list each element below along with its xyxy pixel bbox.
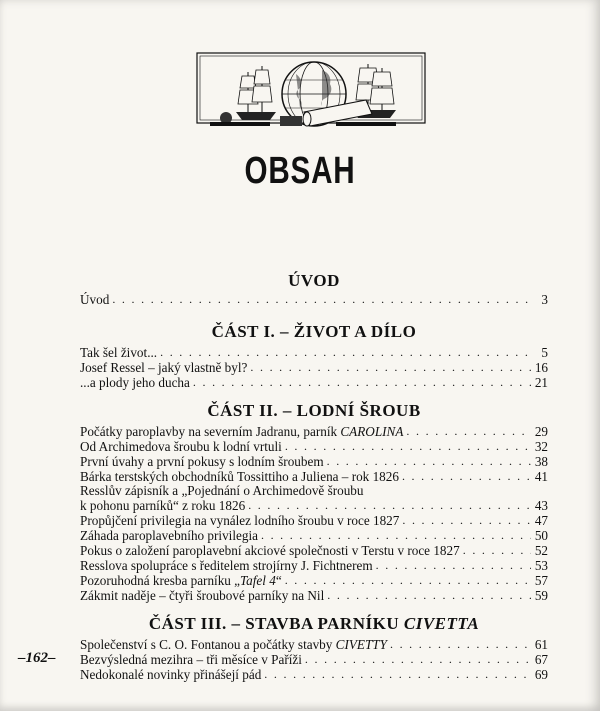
toc-entry: Resslova spolupráce s ředitelem strojírny J. Fichtnerem . . . 53 [80, 558, 548, 573]
dot-leader [261, 528, 531, 543]
toc-entry: Bárka terstských obchodníků Tossittiho a Juliena – rok 1826 . . . 41 [80, 469, 548, 484]
toc-entry: Společenství s C. O. Fontanou a počátky stavby CIVETTY . . . 61 [80, 637, 548, 652]
page-title: OBSAH [244, 150, 356, 192]
dot-leader [160, 345, 531, 360]
section-heading: ÚVOD [288, 271, 340, 290]
ship-globe-vignette [196, 52, 426, 137]
table-of-contents [80, 270, 548, 682]
dot-leader [193, 375, 531, 390]
page-number: –162– [18, 650, 56, 666]
toc-entry: Propůjčení privilegia na vynález lodního šroubu v roce 1827 . . . 47 [80, 513, 548, 528]
toc-entry: Josef Ressel – jaký vlastně byl? . . . 16 [80, 360, 548, 375]
toc-section [80, 613, 548, 682]
toc-entry: Úvod . . . 3 [80, 292, 548, 307]
section-heading: ČÁST I. – ŽIVOT A DÍLO [211, 322, 417, 341]
toc-entry: Zákmit naděje – čtyři šroubové parníky na Nil . . . 59 [80, 588, 548, 603]
toc-entry: Od Archimedova šroubu k lodní vrtuli . . . 32 [80, 439, 548, 454]
dot-leader [402, 469, 531, 484]
toc-entry: k pohonu parníků“ z roku 1826 . . . 43 [80, 498, 548, 513]
toc-entry: Záhada paroplavebního privilegia . . . 50 [80, 528, 548, 543]
toc-section [80, 270, 548, 307]
toc-entry: První úvahy a první pokusy s lodním šroubem . . . 38 [80, 454, 548, 469]
toc-entry: Nedokonalé novinky přinášejí pád . . . 69 [80, 667, 548, 682]
dot-leader [112, 292, 531, 307]
dot-leader [327, 588, 531, 603]
dot-leader [248, 498, 531, 513]
toc-entry: Pozoruhodná kresba parníku „Tafel 4“ . . . 57 [80, 573, 548, 588]
toc-section [80, 400, 548, 603]
section-heading: ČÁST II. – LODNÍ ŠROUB [207, 401, 421, 420]
toc-section [80, 321, 548, 390]
dot-leader [305, 652, 531, 667]
toc-entry: ...a plody jeho ducha . . . 21 [80, 375, 548, 390]
toc-entry: Resslův zápisník a „Pojednání o Archimedově šroubu [80, 483, 364, 498]
toc-entry: Tak šel život... . . . 5 [80, 345, 548, 360]
dot-leader [463, 543, 531, 558]
dot-leader [327, 454, 531, 469]
dot-leader [402, 513, 531, 528]
toc-entry: Bezvýsledná mezihra – tři měsíce v Paříži . . . 67 [80, 652, 548, 667]
dot-leader [376, 558, 531, 573]
dot-leader [264, 667, 531, 682]
toc-entry: Počátky paroplavby na severním Jadranu, parník CAROLINA . . . 29 [80, 424, 548, 439]
dot-leader [285, 573, 531, 588]
section-heading: ČÁST III. – STAVBA PARNÍKU CIVETTA [148, 614, 480, 633]
dot-leader [285, 439, 531, 454]
toc-entry: Pokus o založení paroplavební akciové společnosti v Terstu v roce 1827 . . . 52 [80, 543, 548, 558]
dot-leader [390, 637, 531, 652]
dot-leader [250, 360, 531, 375]
dot-leader [406, 424, 531, 439]
